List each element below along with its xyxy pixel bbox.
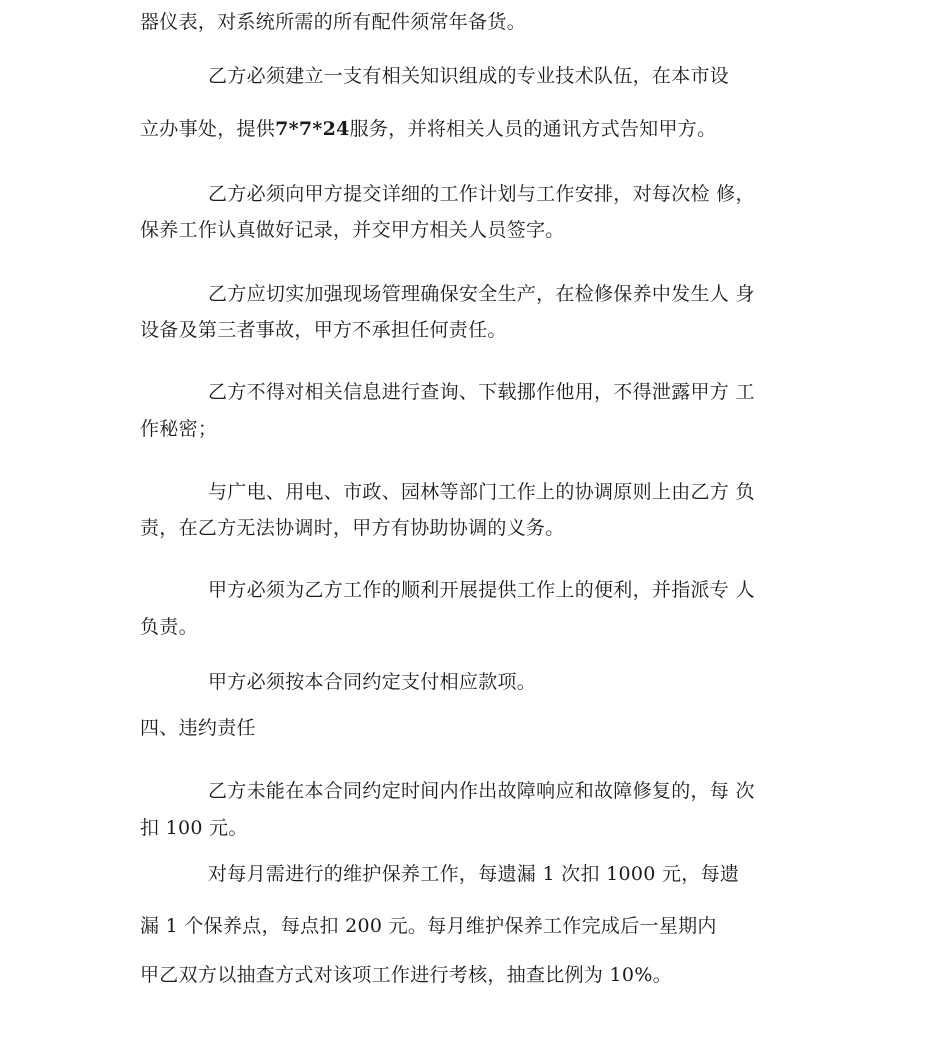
text-line: 乙方不得对相关信息进行查询、下载挪作他用，不得泄露甲方 工 [208,381,755,403]
text-line: 作秘密； [140,418,218,440]
text-line: 甲乙双方以抽查方式对该项工作进行考核，抽查比例为 10%。 [140,964,672,986]
text-line: 乙方必须建立一支有相关知识组成的专业技术队伍，在本市设 [208,65,730,87]
text-line: 乙方应切实加强现场管理确保安全生产，在检修保养中发生人 身 [208,283,755,305]
text-line: 甲方必须按本合同约定支付相应款项。 [208,671,537,693]
text-line: 对每月需进行的维护保养工作，每遗漏 1 次扣 1000 元，每遗 [208,863,740,885]
text-line: 器仪表，对系统所需的所有配件须常年备货。 [140,11,527,33]
text-line: 乙方必须向甲方提交详细的工作计划与工作安排，对每次检 修， [208,183,755,205]
text-line: 保养工作认真做好记录，并交甲方相关人员签字。 [140,219,565,241]
section-heading: 四、违约责任 [140,717,256,739]
text-span: 立办事处，提供 [140,118,276,140]
text-line: 责，在乙方无法协调时，甲方有协助协调的义务。 [140,517,565,539]
text-line: 甲方必须为乙方工作的顺利开展提供工作上的便利，并指派专 人 [208,579,755,601]
text-line: 与广电、用电、市政、园林等部门工作上的协调原则上由乙方 负 [208,481,755,503]
text-line: 漏 1 个保养点，每点扣 200 元。每月维护保养工作完成后一星期内 [140,915,717,937]
text-line: 设备及第三者事故，甲方不承担任何责任。 [140,319,507,341]
service-hours: 7*7*24 [275,118,350,140]
text-span: 服务，并将相关人员的通讯方式告知甲方。 [349,118,717,140]
text-line: 负责。 [140,616,198,638]
text-line [140,117,716,141]
text-line: 乙方未能在本合同约定时间内作出故障响应和故障修复的，每 次 [208,780,755,802]
text-line: 扣 100 元。 [140,817,248,839]
